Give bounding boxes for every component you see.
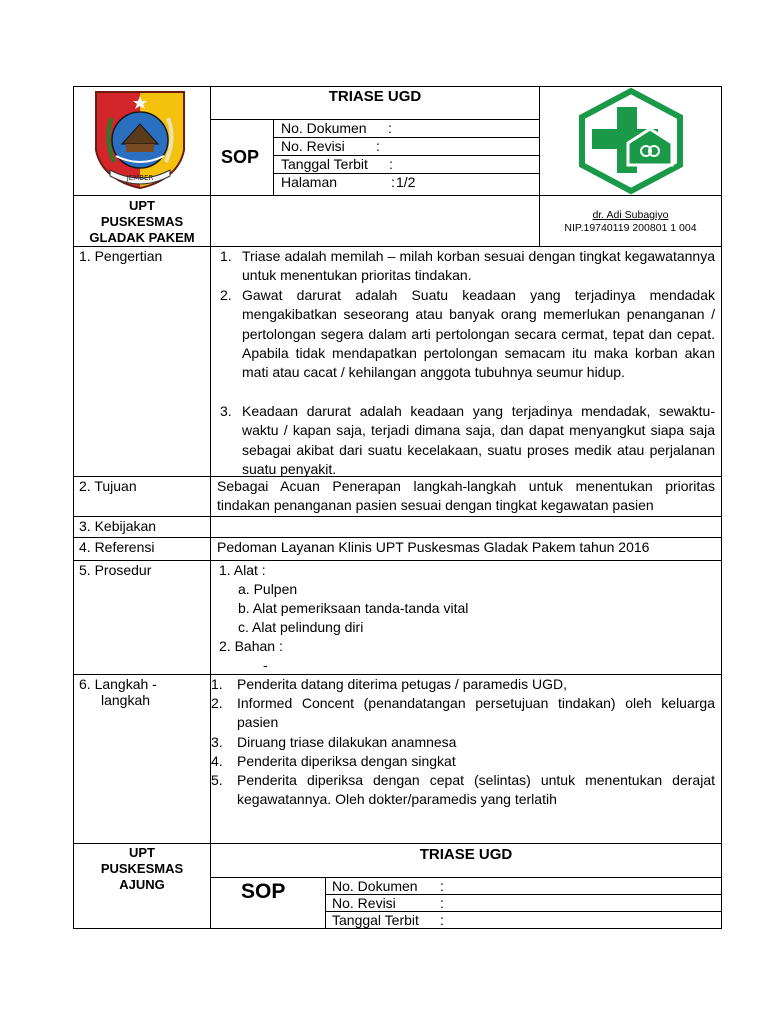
doc-title: TRIASE UGD [328, 88, 422, 105]
step-text: Diruang triase dilakukan anamnesa [237, 734, 457, 750]
org-line: AJUNG [119, 877, 165, 892]
outer-bottom-border [73, 928, 722, 929]
field-halaman-value: 1/2 [396, 174, 416, 190]
jember-crest-logo [92, 88, 188, 194]
field-no-dokumen-label: No. Dokumen [332, 878, 418, 894]
step-number: 2. [211, 695, 223, 711]
signer-name: dr. Adi Subagiyo [592, 209, 669, 221]
org-line: PUSKESMAS [100, 861, 184, 876]
divider [210, 119, 540, 120]
field-tanggal-terbit-sep: : [440, 912, 444, 928]
step-number: 3. [211, 734, 223, 750]
org-line: PUSKESMAS [100, 214, 184, 229]
step-number: 5. [211, 772, 223, 788]
section-label-kebijakan: 3. Kebijakan [79, 518, 157, 534]
field-tanggal-terbit-label: Tanggal Terbit [332, 912, 419, 928]
field-no-dokumen-sep: : [388, 120, 392, 136]
section-label-pengertian: 1. Pengertian [79, 248, 163, 264]
org-line: GLADAK PAKEM [89, 230, 195, 245]
org-line: UPT [129, 198, 155, 213]
sop-label: SOP [221, 147, 260, 167]
list-number: 2. [220, 287, 232, 303]
alat-item: b. Alat pemeriksaan tanda-tanda vital [238, 600, 469, 616]
step-number: 4. [211, 753, 223, 769]
puskesmas-logo [574, 87, 688, 195]
bahan-title: 2. Bahan : [219, 638, 283, 654]
section-label-prosedur: 5. Prosedur [79, 562, 152, 578]
field-no-revisi-label: No. Revisi [281, 138, 345, 154]
divider [210, 877, 722, 878]
alat-title: 1. Alat : [219, 562, 266, 578]
list-number: 3. [220, 403, 232, 419]
outer-right-border [721, 86, 722, 929]
alat-item: a. Pulpen [238, 581, 298, 597]
field-halaman-label: Halaman [281, 174, 338, 190]
tujuan-text: Sebagai Acuan Penerapan langkah-langkah untuk menentukan prioritas tindakan penanganan pasien sesuai dengan tingkat kegawatan pasien [217, 478, 715, 513]
list-item-text: Triase adalah memilah – milah korban sesuai dengan tingkat kegawatannya untuk menentukan prioritas tindakan. [242, 248, 715, 284]
step-text: Informed Concent (penandatangan persetujuan tindakan) oleh keluarga pasien [237, 695, 715, 731]
field-no-revisi-label: No. Revisi [332, 895, 396, 911]
bahan-item: - [263, 657, 268, 673]
list-item-text: Gawat darurat adalah Suatu keadaan yang terjadinya mendadak mengakibatkan seseorang atau banyak orang memerlukan penanganan / pertolongan segera dalam arti pertolongan secara cermat, tepat dan cepat. Apabila tidak mendapatkan pertolongan semacam itu maka korban akan mati atau cacat / kehilangan anggota tubuhnya seumur hidup. [242, 287, 715, 381]
alat-item: c. Alat pelindung diri [238, 619, 364, 635]
sop-label-2: SOP [241, 880, 286, 903]
divider [73, 560, 722, 561]
signer-nip: NIP.19740119 200801 1 004 [564, 222, 697, 234]
step-number: 1. [211, 676, 223, 692]
divider [73, 516, 722, 517]
divider [73, 195, 722, 196]
field-halaman-sep: : [391, 174, 395, 190]
field-tanggal-terbit-label: Tanggal Terbit [281, 156, 368, 172]
step-text: Penderita diperiksa dengan singkat [237, 753, 456, 769]
divider [210, 86, 211, 928]
section-label-langkah-2: langkah [101, 692, 151, 708]
field-no-revisi-sep: : [440, 895, 444, 911]
field-no-dokumen-sep: : [440, 878, 444, 894]
org-line: UPT [129, 845, 155, 860]
step-text: Penderita diperiksa dengan cepat (selintas) untuk menentukan derajat kegawatannya. Oleh dokter/paramedis yang terlatih [237, 772, 715, 808]
section-label-referensi: 4. Referensi [79, 539, 155, 555]
crest-ribbon-text: JEMBER [126, 174, 154, 182]
list-item-text: Keadaan darurat adalah keadaan yang terjadinya mendadak, sewaktu-waktu / kapan saja, terjadi dimana saja, dan dapat menyangkut siapa saja sebagai akibat dari suatu kecelakaan, suatu proses medik atau perjalanan suatu penyakit. [242, 403, 715, 477]
field-no-dokumen-label: No. Dokumen [281, 120, 367, 136]
org-name [74, 198, 210, 246]
field-tanggal-terbit-sep: : [389, 156, 393, 172]
divider [73, 843, 722, 844]
referensi-text: Pedoman Layanan Klinis UPT Puskesmas Gladak Pakem tahun 2016 [217, 539, 650, 555]
divider [273, 119, 274, 195]
field-no-revisi-sep: : [376, 138, 380, 154]
divider [325, 877, 326, 928]
section-label-tujuan: 2. Tujuan [79, 478, 137, 494]
step-text: Penderita datang diterima petugas / paramedis UGD, [237, 676, 567, 692]
section-label-langkah: 6. Langkah - [79, 676, 157, 692]
doc-title-2: TRIASE UGD [419, 846, 513, 863]
org-name-2 [74, 845, 210, 893]
list-number: 1. [220, 248, 232, 264]
